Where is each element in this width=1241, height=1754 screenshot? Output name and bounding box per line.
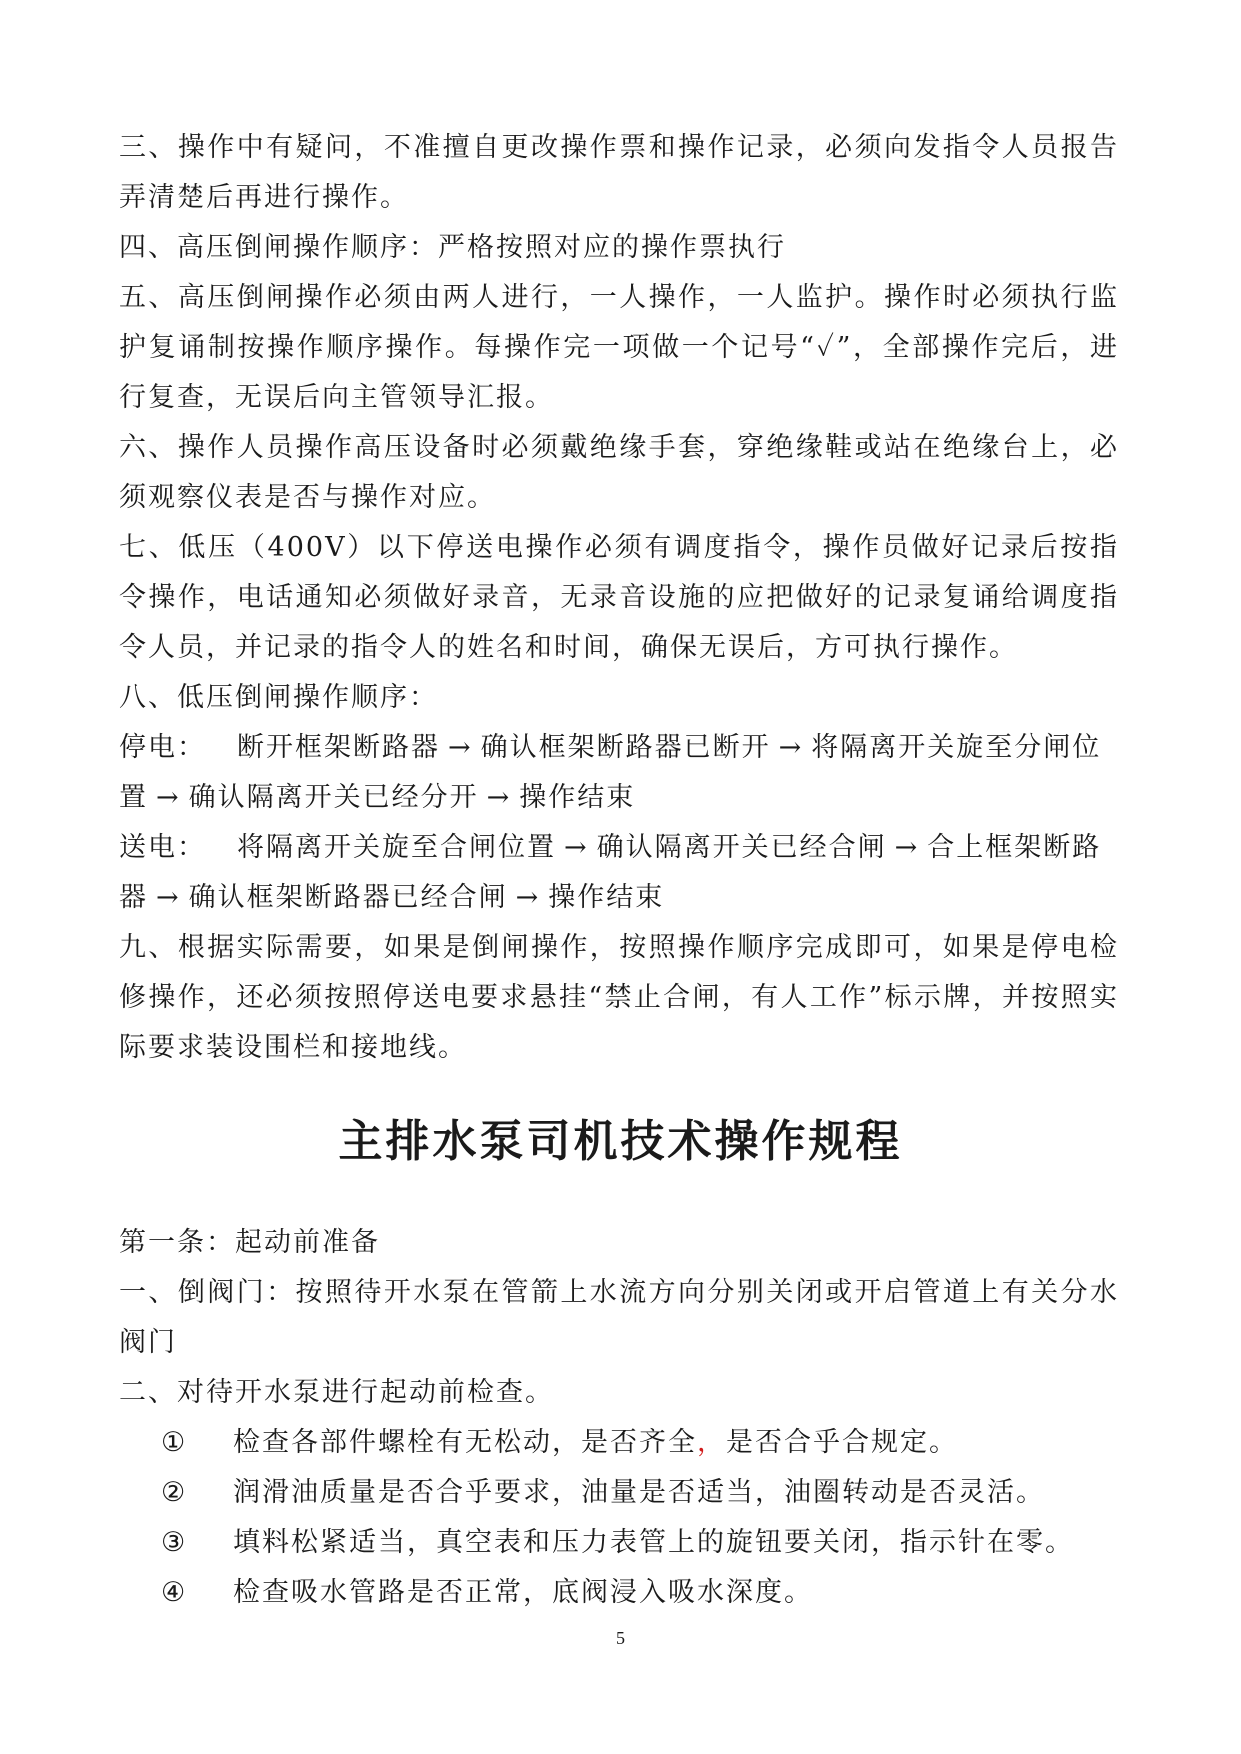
check-item-4 <box>161 1568 1121 1618</box>
sequence-step: 操作结束 <box>519 782 636 813</box>
arrow-icon: → <box>778 732 804 763</box>
section-heading: 主排水泵司机技术操作规程 <box>338 1116 903 1167</box>
article-one-title: 第一条：起动前准备 <box>119 1227 380 1258</box>
arrow-icon: → <box>486 782 512 813</box>
item-text: 检查吸水管路是否正常，底阀浸入吸水深度。 <box>233 1577 813 1608</box>
item-number: ① <box>161 1427 188 1458</box>
check-item-2 <box>161 1468 1121 1518</box>
sequence-step: 操作结束 <box>548 882 665 913</box>
item-text: 检查各部件螺栓有无松动，是否齐全 <box>233 1427 697 1458</box>
item-text: 是否合乎合规定。 <box>726 1427 958 1458</box>
sequence-step: 确认框架断路器已经合闸 <box>188 882 508 913</box>
check-item-3 <box>161 1518 1121 1568</box>
paragraph-item-6: 六、操作人员操作高压设备时必须戴绝缘手套，穿绝缘鞋或站在绝缘台上，必须观察仪表是否与操作对应。 <box>119 432 1119 513</box>
item-text: 填料松紧适当，真空表和压力表管上的旋钮要关闭，指示针在零。 <box>233 1527 1074 1558</box>
power-on-label: 送电： <box>119 832 206 863</box>
check-item-1 <box>161 1418 1121 1468</box>
sequence-step: 确认隔离开关已经分开 <box>188 782 479 813</box>
sequence-step: 断开框架断路器 <box>237 732 440 763</box>
paragraph-item-8: 八、低压倒闸操作顺序： <box>119 682 438 713</box>
sequence-step: 合上框架断路器 <box>119 832 1102 913</box>
sequence-step: 确认框架断路器已断开 <box>480 732 771 763</box>
paragraph-item-4: 四、高压倒闸操作顺序：严格按照对应的操作票执行 <box>119 232 786 263</box>
paragraph-item-5: 五、高压倒闸操作必须由两人进行，一人操作，一人监护。操作时必须执行监护复诵制按操作顺序操作。每操作完一项做一个记号“✓”，全部操作完后，进行复查，无误后向主管领导汇报。 <box>119 282 1119 413</box>
paragraph-item-3: 三、操作中有疑问，不准擅自更改操作票和操作记录，必须向发指令人员报告弄清楚后再进行操作。 <box>119 132 1119 213</box>
sequence-step: 确认隔离开关已经合闸 <box>596 832 887 863</box>
sequence-step: 将隔离开关旋至合闸位置 <box>237 832 556 863</box>
arrow-icon: → <box>515 882 541 913</box>
item-text: 润滑油质量是否合乎要求，油量是否适当，油圈转动是否灵活。 <box>233 1477 1045 1508</box>
red-comma: ， <box>697 1427 726 1458</box>
page-number: 5 <box>616 1628 625 1648</box>
pre-start-check-paragraph: 二、对待开水泵进行起动前检查。 <box>119 1377 554 1408</box>
arrow-icon: → <box>564 832 589 863</box>
arrow-icon: → <box>894 832 920 863</box>
item-number: ④ <box>161 1577 188 1608</box>
arrow-icon: → <box>156 882 181 913</box>
arrow-icon: → <box>156 782 181 813</box>
valve-paragraph: 一、倒阀门：按照待开水泵在管箭上水流方向分别关闭或开启管道上有关分水阀门 <box>119 1277 1119 1358</box>
sequence-step: 将隔离开关旋至分闸位置 <box>119 732 1102 813</box>
paragraph-item-7: 七、低压（400V）以下停送电操作必须有调度指令，操作员做好记录后按指令操作，电话通知必须做好录音，无录音设施的应把做好的记录复诵给调度指令人员，并记录的指令人的姓名和时间，确保无误后，方可执行操作。 <box>119 532 1119 663</box>
power-off-label: 停电： <box>119 732 206 763</box>
power-on-sequence <box>119 823 1129 923</box>
arrow-icon: → <box>448 732 473 763</box>
item-number: ② <box>161 1477 188 1508</box>
paragraph-item-9: 九、根据实际需要，如果是倒闸操作，按照操作顺序完成即可，如果是停电检修操作，还必须按照停送电要求悬挂“禁止合闸，有人工作”标示牌，并按照实际要求装设围栏和接地线。 <box>119 932 1119 1063</box>
power-off-sequence <box>119 723 1129 823</box>
item-number: ③ <box>161 1527 188 1558</box>
